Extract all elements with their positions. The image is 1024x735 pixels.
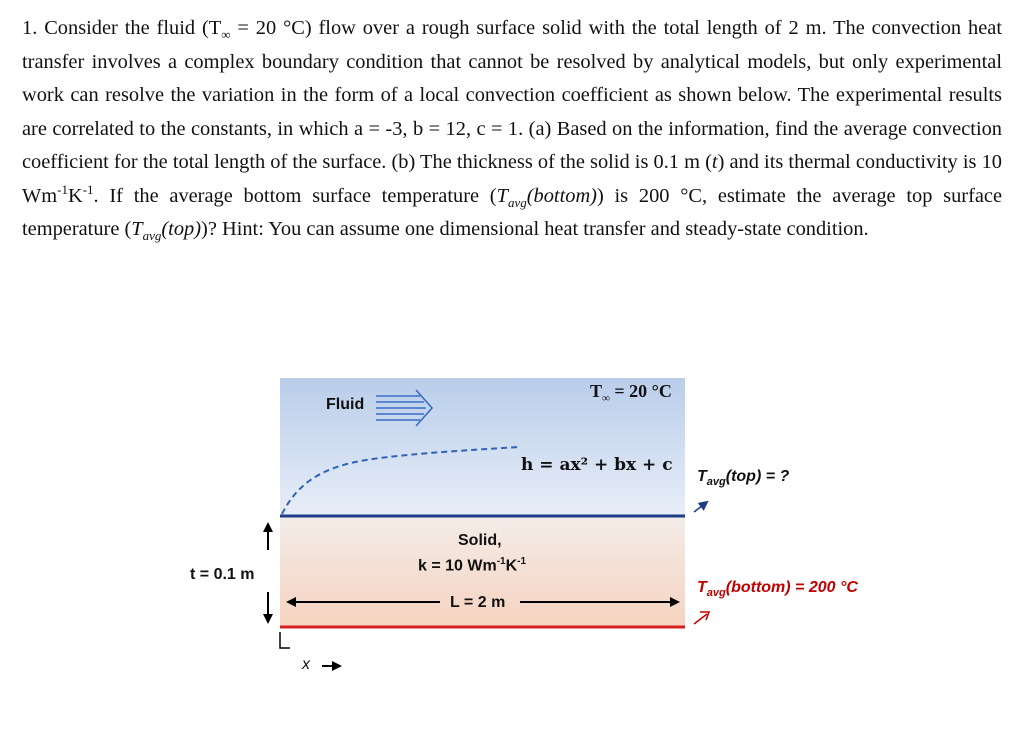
exponent-2: -1 bbox=[82, 181, 94, 197]
conductivity-label: k = 10 $Wm^{-1}K^{-1}$ bbox=[418, 556, 527, 575]
t-infinity-subscript: ∞ bbox=[221, 27, 231, 43]
problem-text-2: = 20 °C) flow over a rough surface solid with the total length of 2 m. The convection heat transfer involves a complex boundary condition that cannot be resolved by analytical models, but only experimental work can resolve the variation in the form of a local convection coefficient as shown below. The experimental results are correlated to the constants, in which a = -3, b = 12, c = 1. (a) Based on the information, find the average convection coefficient for the total length of the surface. (b) The thickness of the solid is 0.1 m ( bbox=[22, 17, 1002, 173]
heat-transfer-figure bbox=[0, 360, 1024, 735]
figure-graphics bbox=[0, 360, 1024, 735]
length-label: L = 2 m bbox=[450, 594, 506, 611]
thickness-label: t = 0.1 m bbox=[190, 566, 255, 583]
problem-text-6: ) is 200 °C, estimate the average top surface temperature ( bbox=[22, 184, 1003, 240]
problem-number: 1. bbox=[22, 17, 38, 39]
problem-text-3: ) and its thermal conductivity is 10 Wm bbox=[22, 151, 1002, 207]
tavg-top-symbol: $T_{avg}(top)$ bbox=[131, 218, 202, 244]
problem-text-5: . If the average bottom surface temperature ( bbox=[93, 184, 497, 207]
x-axis-icon bbox=[280, 632, 340, 666]
fluid-label: Fluid bbox=[326, 396, 365, 413]
t-infinity-label: $T_\infty = 20$ °C bbox=[590, 381, 672, 405]
problem-text-7: )? Hint: You can assume one dimensional heat transfer and steady-state condition. bbox=[201, 218, 869, 240]
thickness-variable: t bbox=[711, 151, 718, 173]
solid-label: Solid, bbox=[458, 532, 502, 549]
tavg-top-label: $T_{avg}(top)$ = ? bbox=[697, 468, 790, 489]
x-axis-label: x bbox=[302, 656, 310, 673]
problem-text-1: Consider the fluid (T bbox=[44, 17, 222, 39]
problem-statement bbox=[22, 12, 1002, 247]
tavg-bottom-label: $T_{avg}(bottom) = 200$ °C bbox=[697, 579, 858, 600]
tavg-bottom-pointer-icon bbox=[694, 614, 707, 624]
h-equation-label: h = ax² + bx + c bbox=[521, 455, 673, 475]
tavg-top-pointer-icon bbox=[694, 502, 707, 512]
tavg-bottom-symbol: $T_{avg}(bottom)$ bbox=[496, 184, 597, 210]
exponent-1: -1 bbox=[57, 181, 68, 197]
problem-text-4: K bbox=[67, 184, 83, 207]
